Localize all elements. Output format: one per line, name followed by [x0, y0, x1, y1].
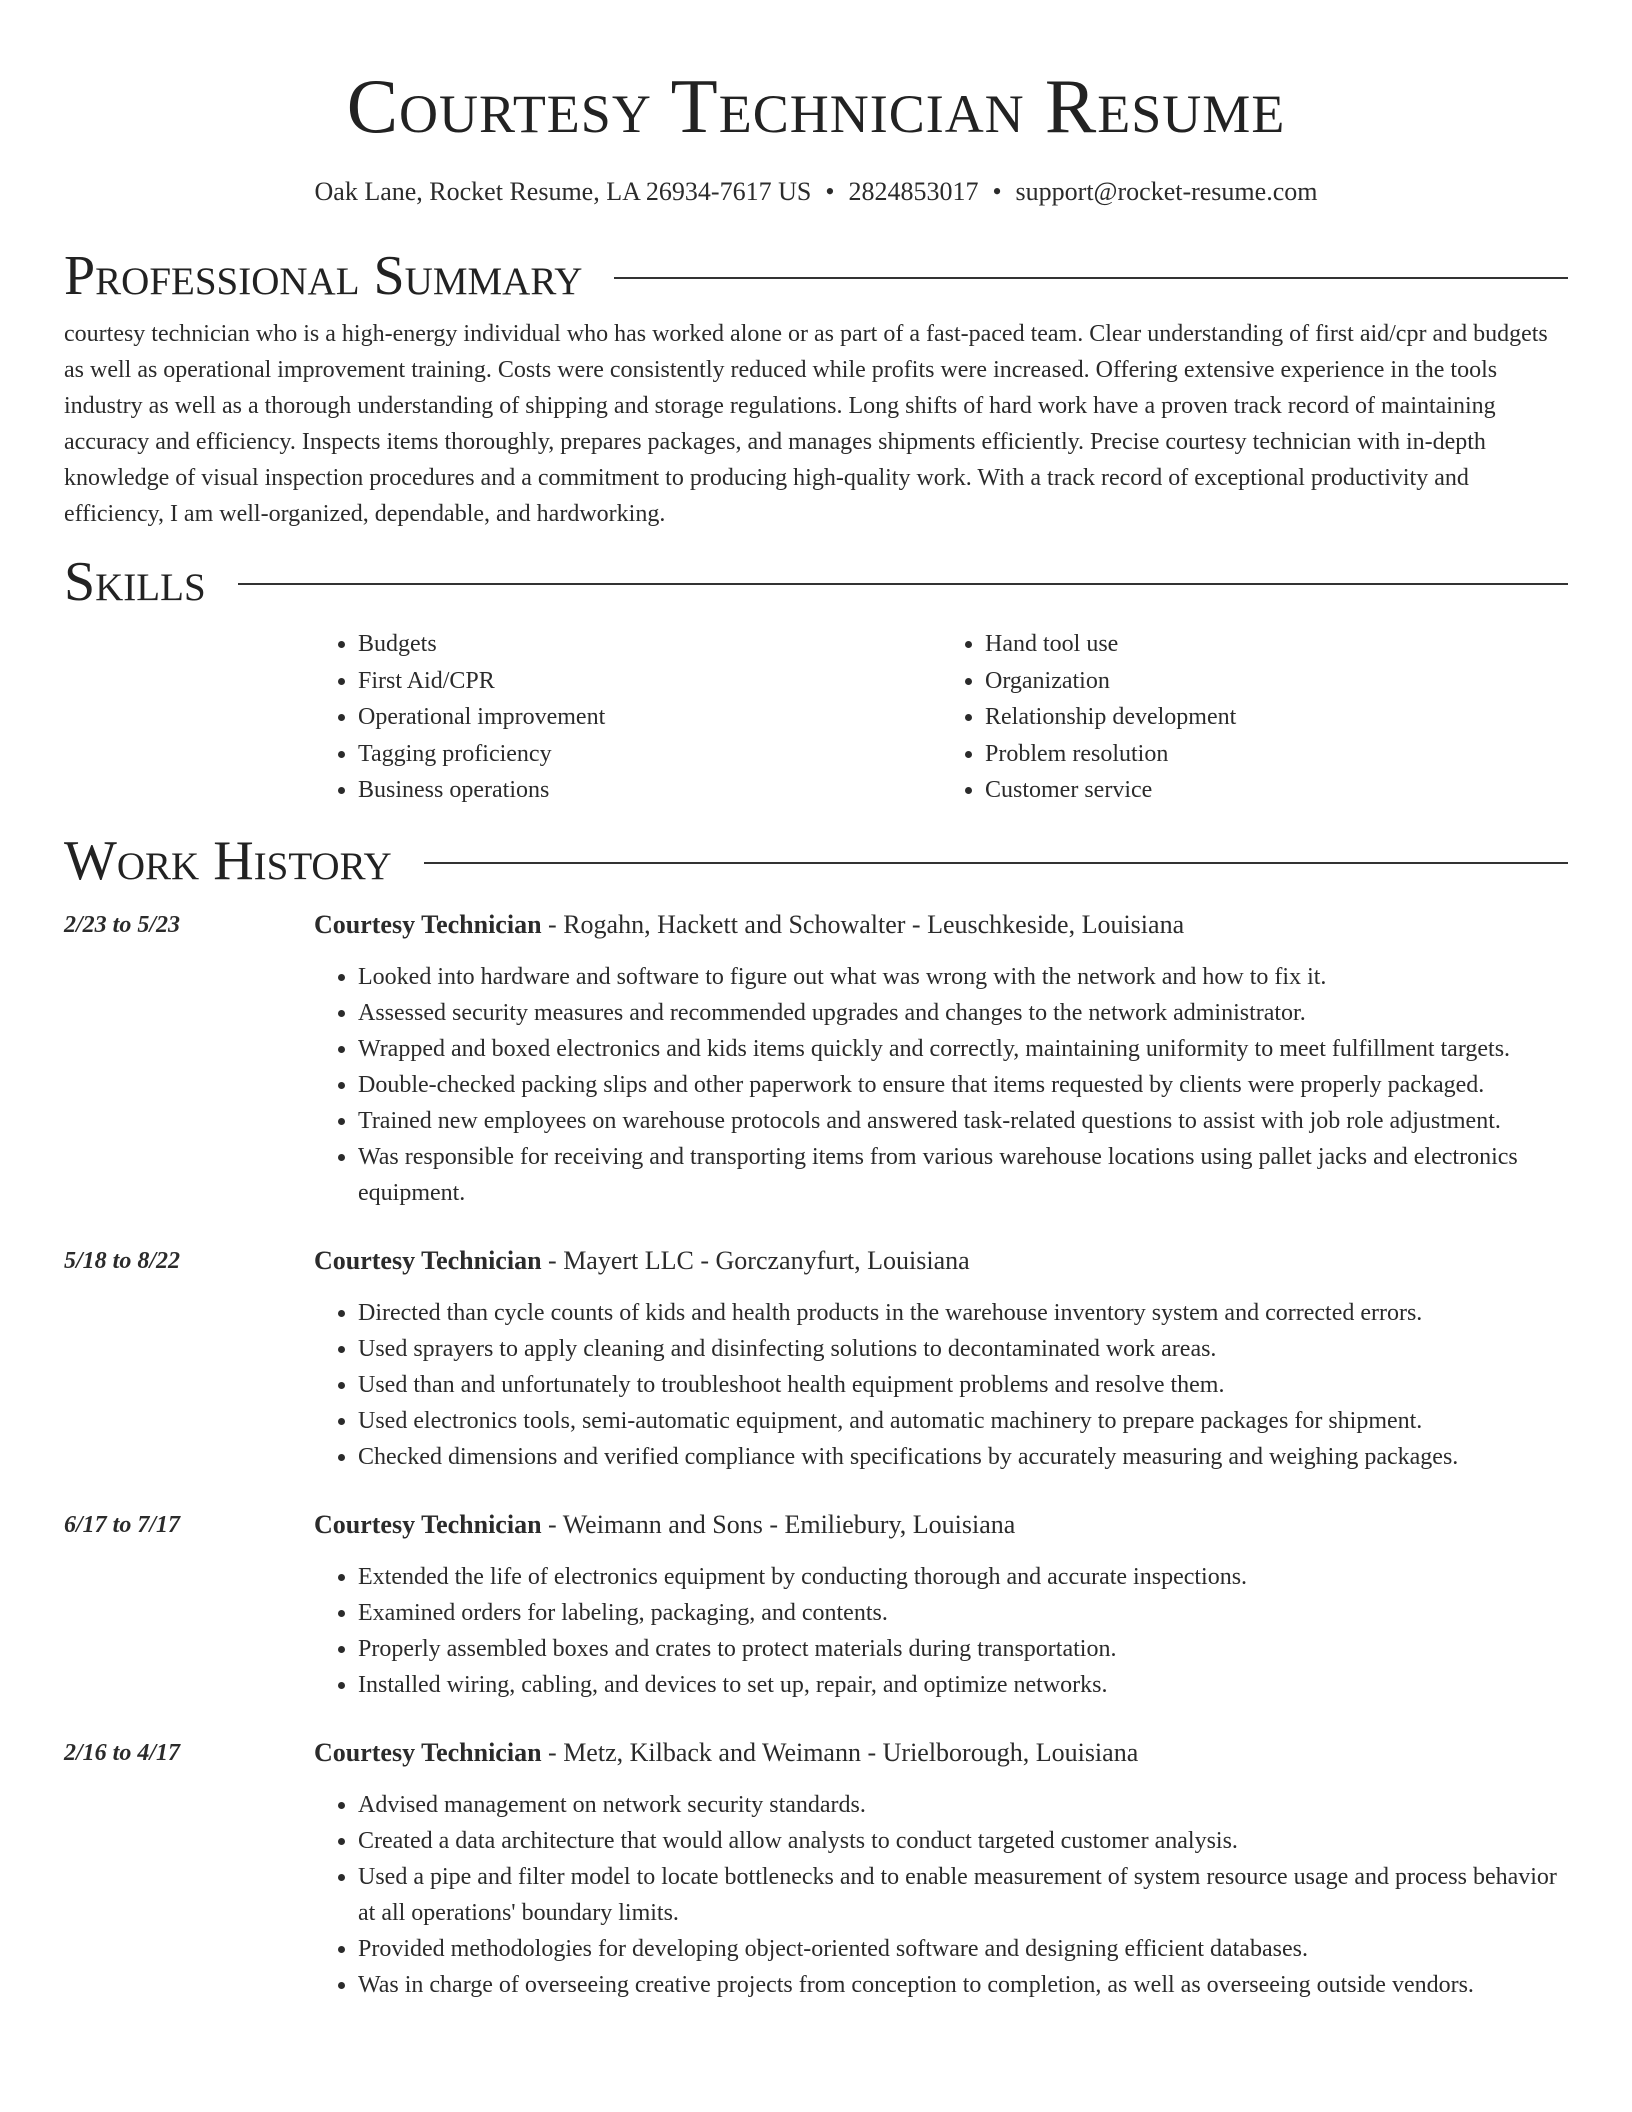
job-employer: - Mayert LLC - Gorczanyfurt, Louisiana: [541, 1245, 970, 1275]
contact-email: support@rocket-resume.com: [1015, 177, 1318, 206]
job-bullet: • Used than and unfortunately to troubleshoot health equipment problems and resolve them.: [358, 1367, 1568, 1403]
job-bullets: [314, 1787, 1568, 2003]
job-bullet: • Wrapped and boxed electronics and kids items quickly and correctly, maintaining uniformity to meet fulfillment targets.: [358, 1031, 1568, 1067]
job-entry: [64, 907, 1568, 1211]
skill-item: • Customer service: [985, 772, 1568, 809]
job-employer: - Rogahn, Hackett and Schowalter - Leuschkeside, Louisiana: [541, 909, 1185, 939]
skills-heading: [64, 550, 1568, 614]
job-title: Courtesy Technician: [314, 1245, 542, 1275]
job-entry: [64, 1507, 1568, 1703]
skill-item: • First Aid/CPR: [358, 663, 941, 700]
skill-item: • Problem resolution: [985, 736, 1568, 773]
skill-item: • Business operations: [358, 772, 941, 809]
job-bullet: • Examined orders for labeling, packaging, and contents.: [358, 1595, 1568, 1631]
job-heading: [314, 1735, 1568, 1771]
job-title: Courtesy Technician: [314, 1737, 542, 1767]
contact-address: Oak Lane, Rocket Resume, LA 26934-7617 US: [314, 177, 812, 206]
job-bullet: • Installed wiring, cabling, and devices to set up, repair, and optimize networks.: [358, 1667, 1568, 1703]
job-heading: [314, 907, 1568, 943]
job-bullets: [314, 959, 1568, 1211]
job-bullet: • Provided methodologies for developing object-oriented software and designing efficient databases.: [358, 1931, 1568, 1967]
job-bullet: • Used sprayers to apply cleaning and disinfecting solutions to decontaminated work areas.: [358, 1331, 1568, 1367]
skill-item: • Tagging proficiency: [358, 736, 941, 773]
section-divider: [238, 583, 1568, 585]
contact-separator: •: [992, 177, 1002, 206]
summary-section: [64, 244, 1568, 532]
job-body: [314, 907, 1568, 1211]
job-dates: 2/23 to 5/23: [64, 911, 181, 938]
job-heading: [314, 1507, 1568, 1543]
job-bullet: • Used a pipe and filter model to locate bottlenecks and to enable measurement of system resource usage and process behavior at all operations' boundary limits.: [358, 1859, 1568, 1931]
section-title-work-history: Work History: [64, 829, 392, 892]
contact-line: [64, 174, 1568, 210]
section-title-skills: Skills: [64, 551, 206, 613]
skill-item: • Operational improvement: [358, 699, 941, 736]
work-history-section: [64, 829, 1568, 2003]
job-title: Courtesy Technician: [314, 1509, 542, 1539]
job-bullet: • Directed than cycle counts of kids and health products in the warehouse inventory system and corrected errors.: [358, 1295, 1568, 1331]
skills-list: [314, 626, 1568, 809]
job-heading: [314, 1243, 1568, 1279]
skill-item: • Organization: [985, 663, 1568, 700]
job-bullet: • Properly assembled boxes and crates to protect materials during transportation.: [358, 1631, 1568, 1667]
job-body: [314, 1243, 1568, 1475]
job-employer: - Metz, Kilback and Weimann - Urielborough, Louisiana: [541, 1737, 1139, 1767]
skills-column-right: [941, 626, 1568, 809]
skill-item: • Hand tool use: [985, 626, 1568, 663]
contact-separator: •: [825, 177, 835, 206]
work-history-heading: [64, 829, 1568, 893]
section-title-summary: Professional Summary: [64, 245, 583, 307]
job-bullet: • Trained new employees on warehouse protocols and answered task-related questions to assist with job role adjustment.: [358, 1103, 1568, 1139]
job-bullet: • Assessed security measures and recommended upgrades and changes to the network administrator.: [358, 995, 1568, 1031]
summary-text: courtesy technician who is a high-energy individual who has worked alone or as part of a fast-paced team. Clear understanding of first aid/cpr and budgets as well as operational improvement training. Costs were consistently reduced while profits were increased. Offering extensive experience in the tools industry as well as a thorough understanding of shipping and storage regulations. Long shifts of hard work have a proven track record of maintaining accuracy and efficiency. Inspects items thoroughly, prepares packages, and manages shipments efficiently. Precise courtesy technician with in-depth knowledge of visual inspection procedures and a commitment to producing high-quality work. With a track record of exceptional productivity and efficiency, I am well-organized, dependable, and hardworking.: [64, 321, 1548, 527]
contact-phone: 2824853017: [848, 177, 979, 206]
summary-heading: [64, 244, 1568, 308]
job-entry: [64, 1243, 1568, 1475]
job-bullet: • Was responsible for receiving and transporting items from various warehouse locations using pallet jacks and electronics equipment.: [358, 1139, 1568, 1211]
skill-item: • Budgets: [358, 626, 941, 663]
section-divider: [424, 862, 1568, 864]
job-bullet: • Created a data architecture that would allow analysts to conduct targeted customer analysis.: [358, 1823, 1568, 1859]
job-bullet: • Extended the life of electronics equipment by conducting thorough and accurate inspections.: [358, 1559, 1568, 1595]
job-body: [314, 1735, 1568, 2003]
job-title: Courtesy Technician: [314, 909, 542, 939]
job-bullet: • Advised management on network security standards.: [358, 1787, 1568, 1823]
section-divider: [614, 277, 1568, 279]
job-bullet: • Double-checked packing slips and other paperwork to ensure that items requested by clients were properly packaged.: [358, 1067, 1568, 1103]
skill-item: • Relationship development: [985, 699, 1568, 736]
job-bullet: • Was in charge of overseeing creative projects from conception to completion, as well as overseeing outside vendors.: [358, 1967, 1568, 2003]
job-bullet: • Used electronics tools, semi-automatic equipment, and automatic machinery to prepare packages for shipment.: [358, 1403, 1568, 1439]
job-bullets: [314, 1295, 1568, 1475]
job-dates: 6/17 to 7/17: [64, 1511, 181, 1538]
skills-column-left: [314, 626, 941, 809]
job-bullet: • Looked into hardware and software to figure out what was wrong with the network and how to fix it.: [358, 959, 1568, 995]
job-bullet: • Checked dimensions and verified compliance with specifications by accurately measuring and weighing packages.: [358, 1439, 1568, 1475]
resume-header: [64, 0, 1568, 210]
skills-section: [64, 550, 1568, 809]
job-employer: - Weimann and Sons - Emiliebury, Louisiana: [541, 1509, 1016, 1539]
job-dates: 2/16 to 4/17: [64, 1739, 181, 1766]
job-entry: [64, 1735, 1568, 2003]
resume-title: Courtesy Technician Resume: [346, 63, 1286, 149]
job-body: [314, 1507, 1568, 1703]
job-dates: 5/18 to 8/22: [64, 1247, 181, 1274]
job-bullets: [314, 1559, 1568, 1703]
